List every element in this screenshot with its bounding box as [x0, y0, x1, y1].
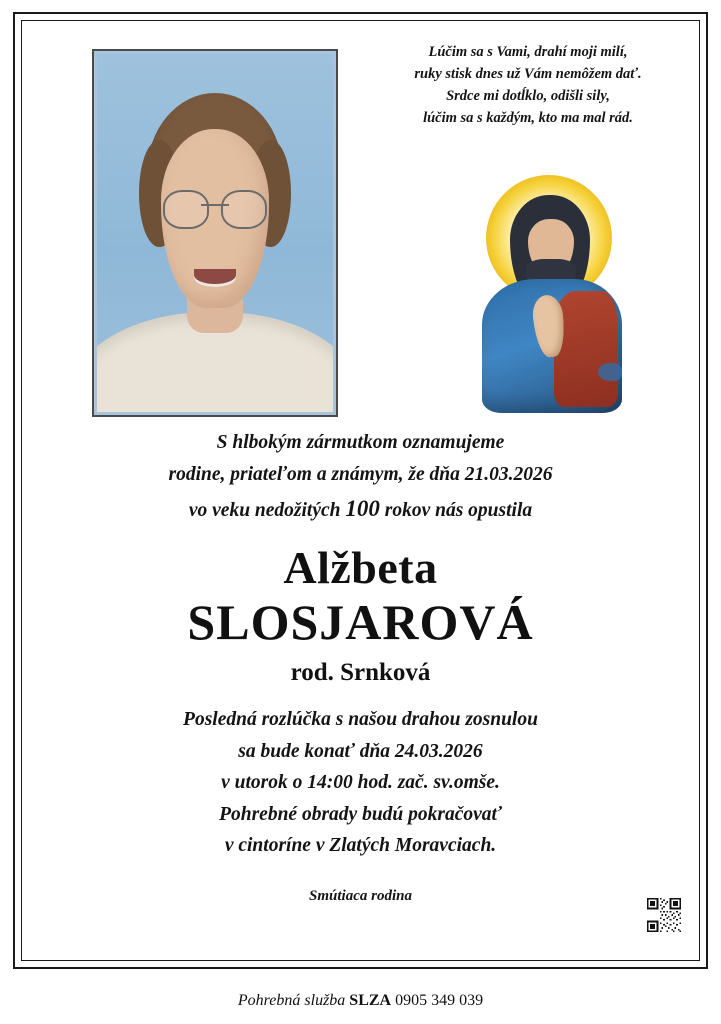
notice-content: [28, 27, 693, 954]
intro-line-2: rodine, priateľom a známym, že dňa 21.03.2026: [168, 463, 553, 485]
footer: [0, 992, 721, 1010]
deceased-maiden-name: rod. Srnková: [290, 659, 431, 687]
portrait-photo: [97, 54, 333, 412]
memorial-verse: [368, 41, 688, 129]
jesus-robe-red: [554, 291, 618, 407]
glasses-icon: [163, 190, 267, 229]
age-line: [28, 490, 693, 527]
footer-company: SLZA: [349, 992, 392, 1009]
verse-line-3: Srdce mi dotĺklo, odišli sily,: [446, 88, 610, 105]
glasses-bridge: [201, 204, 229, 206]
funeral-line-3: v utorok o 14:00 hod. zač. sv.omše.: [221, 772, 500, 794]
glasses-lens-left: [163, 190, 209, 229]
verse-line-4: lúčim sa s každým, kto ma mal rád.: [423, 110, 633, 127]
verse-line-2: ruky stisk dnes už Vám nemôžem dať.: [414, 66, 642, 83]
age-value: 100: [345, 496, 380, 522]
footer-phone: 0905 349 039: [395, 992, 484, 1009]
age-suffix: rokov nás opustila: [384, 500, 533, 522]
intro-line-1: S hlbokým zármutkom oznamujeme: [216, 432, 505, 453]
top-section: [28, 27, 693, 417]
signature-line: Smútiaca rodina: [309, 887, 412, 904]
funeral-line-2: sa bude konať dňa 24.03.2026: [238, 740, 483, 762]
deceased-last-name: SLOSJAROVÁ: [187, 594, 534, 651]
announcement-block: [28, 427, 693, 905]
funeral-line-5: v cintoríne v Zlatých Moravciach.: [224, 835, 497, 857]
funeral-details: [28, 704, 693, 862]
praying-jesus-illustration: [448, 167, 648, 417]
funeral-line-4: Pohrebné obrady budú pokračovať: [219, 803, 502, 825]
qr-code: [647, 898, 681, 932]
footer-prefix: Pohrebná služba: [237, 992, 346, 1009]
age-prefix: vo veku nedožitých: [188, 500, 341, 522]
funeral-line-1: Posledná rozlúčka s našou drahou zosnulou: [183, 709, 538, 731]
glasses-lens-right: [221, 190, 267, 229]
portrait-frame: [92, 49, 338, 417]
portrait-mouth: [194, 269, 236, 287]
verse-line-1: Lúčim sa s Vami, drahí moji milí,: [428, 44, 628, 60]
paint-splash-right: [598, 363, 622, 381]
deceased-first-name: Alžbeta: [283, 542, 438, 594]
